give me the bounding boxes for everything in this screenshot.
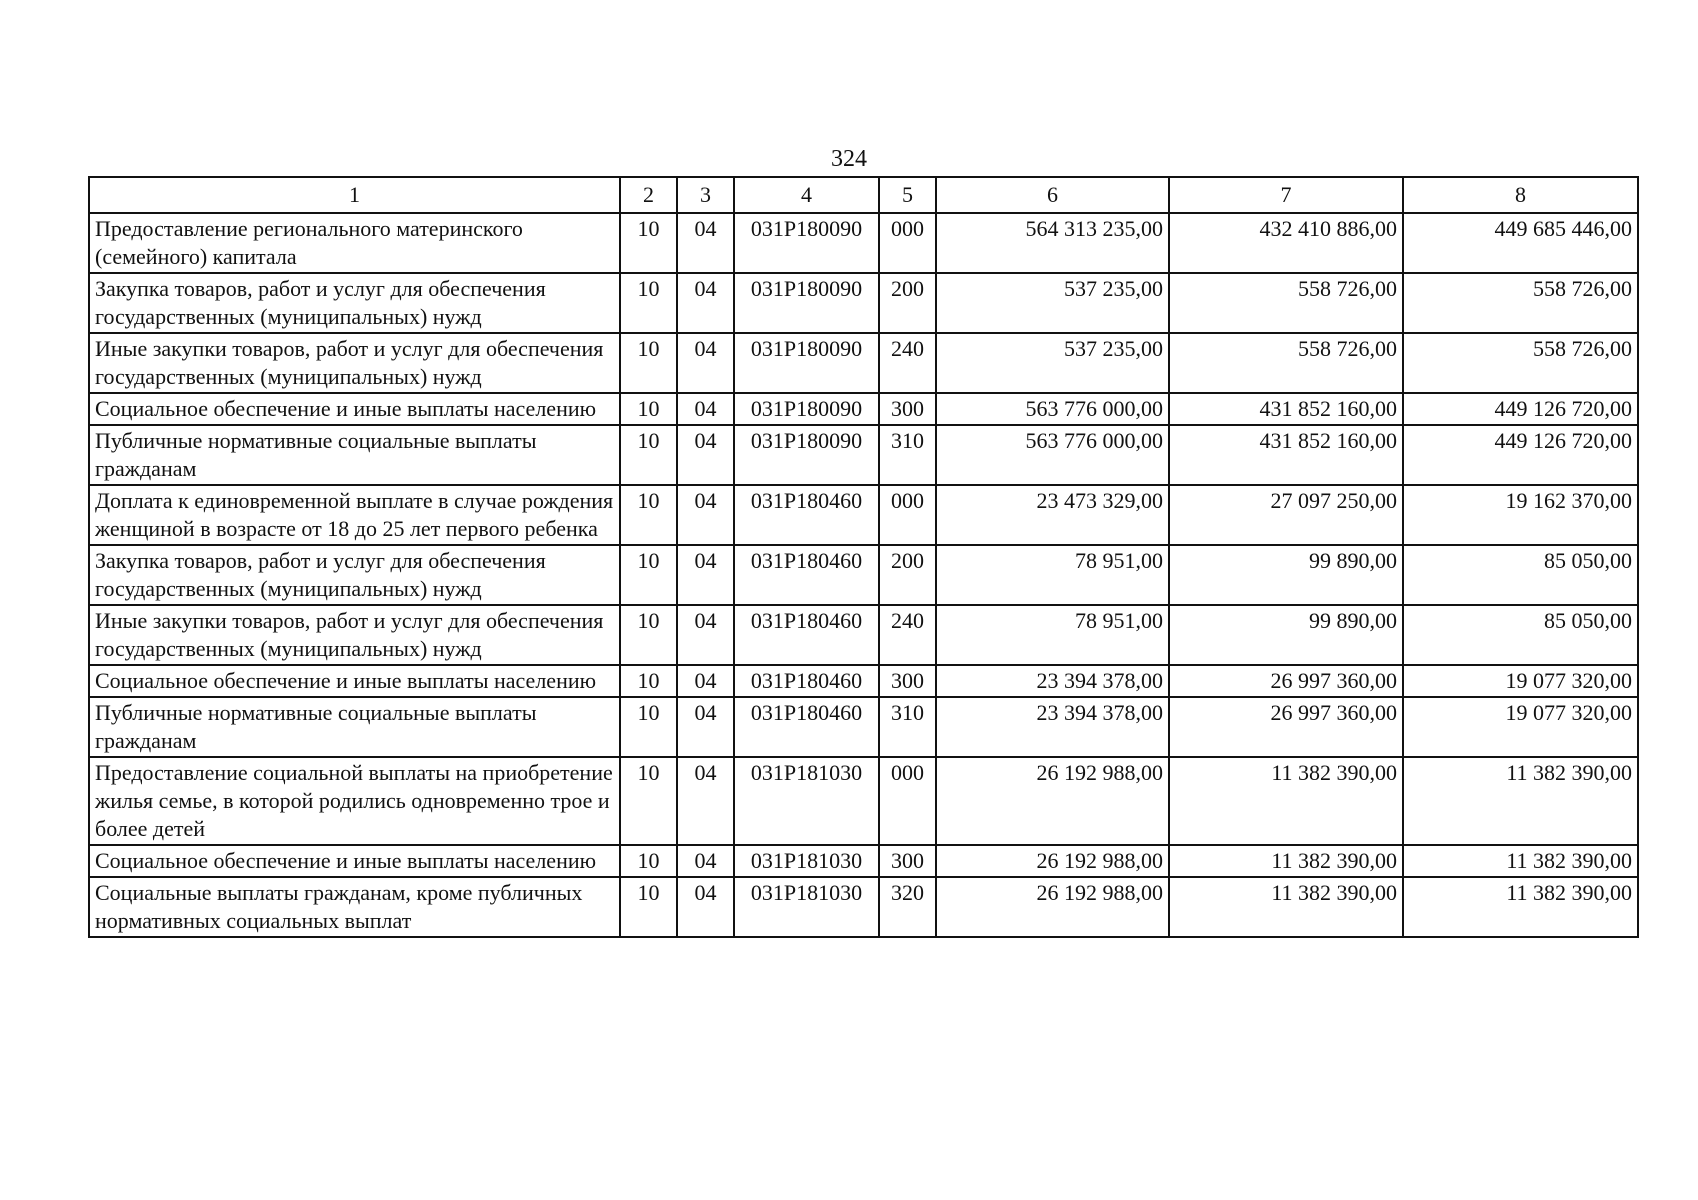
row-name-cell: Социальное обеспечение и иные выплаты населению bbox=[89, 845, 620, 877]
expense-type-cell: 000 bbox=[879, 757, 936, 845]
amount-cell: 564 313 235,00 bbox=[936, 213, 1169, 273]
column-header: 1 bbox=[89, 177, 620, 213]
subsection-code-cell: 04 bbox=[677, 845, 734, 877]
section-code-cell: 10 bbox=[620, 545, 677, 605]
column-header: 6 bbox=[936, 177, 1169, 213]
amount-cell: 11 382 390,00 bbox=[1169, 845, 1403, 877]
subsection-code-cell: 04 bbox=[677, 605, 734, 665]
subsection-code-cell: 04 bbox=[677, 425, 734, 485]
row-name-cell: Публичные нормативные социальные выплаты гражданам bbox=[89, 425, 620, 485]
expense-type-cell: 300 bbox=[879, 393, 936, 425]
expense-type-cell: 320 bbox=[879, 877, 936, 937]
table-row bbox=[89, 485, 1638, 545]
row-name-cell: Публичные нормативные социальные выплаты гражданам bbox=[89, 697, 620, 757]
table-row bbox=[89, 273, 1638, 333]
amount-cell: 431 852 160,00 bbox=[1169, 425, 1403, 485]
row-name-cell: Социальное обеспечение и иные выплаты населению bbox=[89, 665, 620, 697]
section-code-cell: 10 bbox=[620, 425, 677, 485]
amount-cell: 99 890,00 bbox=[1169, 605, 1403, 665]
subsection-code-cell: 04 bbox=[677, 757, 734, 845]
expense-type-cell: 310 bbox=[879, 425, 936, 485]
page-number: 324 bbox=[831, 146, 867, 172]
amount-cell: 19 077 320,00 bbox=[1403, 665, 1638, 697]
amount-cell: 23 473 329,00 bbox=[936, 485, 1169, 545]
amount-cell: 26 192 988,00 bbox=[936, 757, 1169, 845]
section-code-cell: 10 bbox=[620, 273, 677, 333]
amount-cell: 85 050,00 bbox=[1403, 545, 1638, 605]
budget-table bbox=[88, 176, 1639, 938]
table-row bbox=[89, 333, 1638, 393]
row-name-cell: Социальное обеспечение и иные выплаты населению bbox=[89, 393, 620, 425]
table-row bbox=[89, 665, 1638, 697]
column-header: 4 bbox=[734, 177, 879, 213]
amount-cell: 26 997 360,00 bbox=[1169, 665, 1403, 697]
subsection-code-cell: 04 bbox=[677, 485, 734, 545]
target-article-cell: 031P180090 bbox=[734, 333, 879, 393]
table-row bbox=[89, 425, 1638, 485]
header-row bbox=[89, 177, 1638, 213]
amount-cell: 449 685 446,00 bbox=[1403, 213, 1638, 273]
target-article-cell: 031P180460 bbox=[734, 605, 879, 665]
expense-type-cell: 300 bbox=[879, 845, 936, 877]
row-name-cell: Предоставление регионального материнского (семейного) капитала bbox=[89, 213, 620, 273]
target-article-cell: 031P180460 bbox=[734, 485, 879, 545]
expense-type-cell: 300 bbox=[879, 665, 936, 697]
target-article-cell: 031P180460 bbox=[734, 697, 879, 757]
row-name-cell: Социальные выплаты гражданам, кроме публичных нормативных социальных выплат bbox=[89, 877, 620, 937]
subsection-code-cell: 04 bbox=[677, 545, 734, 605]
column-header: 2 bbox=[620, 177, 677, 213]
table-row bbox=[89, 393, 1638, 425]
section-code-cell: 10 bbox=[620, 485, 677, 545]
subsection-code-cell: 04 bbox=[677, 877, 734, 937]
section-code-cell: 10 bbox=[620, 213, 677, 273]
column-header: 3 bbox=[677, 177, 734, 213]
amount-cell: 78 951,00 bbox=[936, 545, 1169, 605]
amount-cell: 449 126 720,00 bbox=[1403, 393, 1638, 425]
target-article-cell: 031P180090 bbox=[734, 393, 879, 425]
column-header: 7 bbox=[1169, 177, 1403, 213]
column-header: 5 bbox=[879, 177, 936, 213]
amount-cell: 78 951,00 bbox=[936, 605, 1169, 665]
section-code-cell: 10 bbox=[620, 605, 677, 665]
target-article-cell: 031P180460 bbox=[734, 665, 879, 697]
amount-cell: 558 726,00 bbox=[1403, 273, 1638, 333]
amount-cell: 26 192 988,00 bbox=[936, 845, 1169, 877]
amount-cell: 11 382 390,00 bbox=[1169, 877, 1403, 937]
table-row bbox=[89, 877, 1638, 937]
amount-cell: 449 126 720,00 bbox=[1403, 425, 1638, 485]
amount-cell: 537 235,00 bbox=[936, 273, 1169, 333]
expense-type-cell: 240 bbox=[879, 605, 936, 665]
amount-cell: 23 394 378,00 bbox=[936, 665, 1169, 697]
row-name-cell: Иные закупки товаров, работ и услуг для обеспечения государственных (муниципальных) нужд bbox=[89, 333, 620, 393]
amount-cell: 563 776 000,00 bbox=[936, 425, 1169, 485]
row-name-cell: Закупка товаров, работ и услуг для обеспечения государственных (муниципальных) нужд bbox=[89, 273, 620, 333]
table-row bbox=[89, 605, 1638, 665]
section-code-cell: 10 bbox=[620, 877, 677, 937]
target-article-cell: 031P180460 bbox=[734, 545, 879, 605]
table-row bbox=[89, 845, 1638, 877]
amount-cell: 19 162 370,00 bbox=[1403, 485, 1638, 545]
amount-cell: 558 726,00 bbox=[1169, 333, 1403, 393]
target-article-cell: 031P181030 bbox=[734, 757, 879, 845]
amount-cell: 99 890,00 bbox=[1169, 545, 1403, 605]
target-article-cell: 031P180090 bbox=[734, 273, 879, 333]
row-name-cell: Закупка товаров, работ и услуг для обеспечения государственных (муниципальных) нужд bbox=[89, 545, 620, 605]
amount-cell: 558 726,00 bbox=[1403, 333, 1638, 393]
row-name-cell: Доплата к единовременной выплате в случае рождения женщиной в возрасте от 18 до 25 лет первого ребенка bbox=[89, 485, 620, 545]
section-code-cell: 10 bbox=[620, 697, 677, 757]
amount-cell: 85 050,00 bbox=[1403, 605, 1638, 665]
expense-type-cell: 200 bbox=[879, 273, 936, 333]
table-row bbox=[89, 757, 1638, 845]
amount-cell: 537 235,00 bbox=[936, 333, 1169, 393]
amount-cell: 26 997 360,00 bbox=[1169, 697, 1403, 757]
amount-cell: 19 077 320,00 bbox=[1403, 697, 1638, 757]
expense-type-cell: 240 bbox=[879, 333, 936, 393]
section-code-cell: 10 bbox=[620, 333, 677, 393]
row-name-cell: Иные закупки товаров, работ и услуг для обеспечения государственных (муниципальных) нужд bbox=[89, 605, 620, 665]
target-article-cell: 031P181030 bbox=[734, 845, 879, 877]
table-row bbox=[89, 545, 1638, 605]
section-code-cell: 10 bbox=[620, 757, 677, 845]
table-row bbox=[89, 213, 1638, 273]
subsection-code-cell: 04 bbox=[677, 393, 734, 425]
amount-cell: 11 382 390,00 bbox=[1169, 757, 1403, 845]
amount-cell: 563 776 000,00 bbox=[936, 393, 1169, 425]
target-article-cell: 031P180090 bbox=[734, 425, 879, 485]
section-code-cell: 10 bbox=[620, 393, 677, 425]
subsection-code-cell: 04 bbox=[677, 333, 734, 393]
section-code-cell: 10 bbox=[620, 665, 677, 697]
amount-cell: 11 382 390,00 bbox=[1403, 877, 1638, 937]
expense-type-cell: 000 bbox=[879, 485, 936, 545]
table-row bbox=[89, 697, 1638, 757]
amount-cell: 26 192 988,00 bbox=[936, 877, 1169, 937]
amount-cell: 23 394 378,00 bbox=[936, 697, 1169, 757]
amount-cell: 27 097 250,00 bbox=[1169, 485, 1403, 545]
subsection-code-cell: 04 bbox=[677, 273, 734, 333]
section-code-cell: 10 bbox=[620, 845, 677, 877]
column-header: 8 bbox=[1403, 177, 1638, 213]
expense-type-cell: 000 bbox=[879, 213, 936, 273]
amount-cell: 432 410 886,00 bbox=[1169, 213, 1403, 273]
row-name-cell: Предоставление социальной выплаты на приобретение жилья семье, в которой родились одновременно трое и более детей bbox=[89, 757, 620, 845]
amount-cell: 11 382 390,00 bbox=[1403, 757, 1638, 845]
amount-cell: 558 726,00 bbox=[1169, 273, 1403, 333]
amount-cell: 11 382 390,00 bbox=[1403, 845, 1638, 877]
expense-type-cell: 310 bbox=[879, 697, 936, 757]
target-article-cell: 031P180090 bbox=[734, 213, 879, 273]
target-article-cell: 031P181030 bbox=[734, 877, 879, 937]
subsection-code-cell: 04 bbox=[677, 665, 734, 697]
subsection-code-cell: 04 bbox=[677, 213, 734, 273]
subsection-code-cell: 04 bbox=[677, 697, 734, 757]
expense-type-cell: 200 bbox=[879, 545, 936, 605]
amount-cell: 431 852 160,00 bbox=[1169, 393, 1403, 425]
